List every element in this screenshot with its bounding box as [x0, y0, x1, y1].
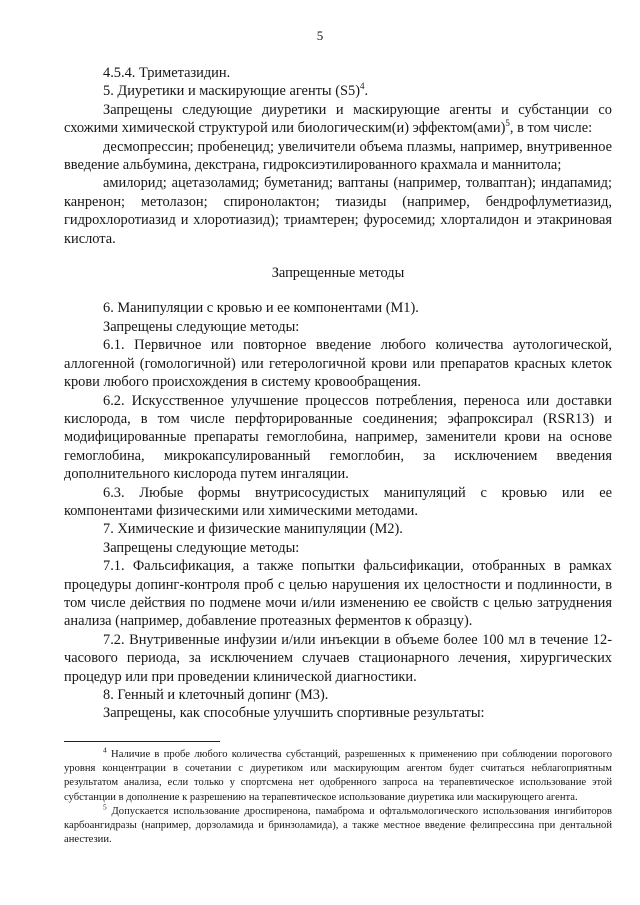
section-5-intro-text: Запрещены следующие диуретики и маскирующие агенты и субстанции со схожими химической структурой или биологическим(и) эффектом(ами)	[64, 101, 612, 137]
section-8-intro: Запрещены, как способные улучшить спортивные результаты:	[103, 705, 485, 722]
section-5-title-text: 5. Диуретики и маскирующие агенты (S5)	[103, 83, 360, 100]
footnote-mark: 5	[103, 802, 107, 812]
footnote-5	[64, 802, 612, 848]
item-6-2: 6.2. Искусственное улучшение процессов потребления, переноса или доставки кислорода, в том числе перфторированные соединения; эфапроксирал (RSR13) и модифицированные препараты гемоглобина, например, заменители крови на основе гемоглобина, микрокапсулированный гемоглобин, за исключением введения дополнительного кислорода путем ингаляции.	[64, 392, 612, 483]
footnote-4	[64, 745, 612, 805]
footnote-text: Наличие в пробе любого количества субстанций, разрешенных к применению при соблюдении порогового уровня концентрации в сочетании с диуретиком или маскирующим агентом будет считаться неблагоприятным результатом анализа, если только у спортсмена нет одобренного запроса на терапевтическое использование этой субстанции в дополнение к разрешению на терапевтическое использование диуретика или маскирующего агента.	[64, 749, 612, 803]
section-7-title: 7. Химические и физические манипуляции (М2).	[103, 521, 403, 538]
page-number: 5	[316, 28, 324, 43]
footnotes	[64, 741, 612, 847]
body-text	[64, 64, 612, 723]
footnote-divider	[64, 741, 220, 742]
item-6-1: 6.1. Первичное или повторное введение любого количества аутологической, аллогенной (гомологичной) или гетерологичной крови или препаратов красных клеток крови любого происхождения в систему кровообращения.	[64, 337, 612, 391]
footnote-ref-5: 5	[505, 118, 510, 129]
section-8-title: 8. Генный и клеточный допинг (М3).	[103, 687, 329, 703]
item-7-1: 7.1. Фальсификация, а также попытки фальсификации, отобранных в рамках процедуры допинг-контроля проб с целью нарушения их целостности и подлинности, в том числе действия по подмене мочи и/или изменению ее свойств с целью затруднения анализа (например, добавление протеазных ферментов к образцу).	[64, 558, 612, 630]
footnote-text: Допускается использование дроспиренона, памаброма и офтальмологического использования ингибиторов карбоангидразы (например, дорзоламида и бринзоламида), а также местное введение фелипрессина при дентальной анестезии.	[64, 805, 612, 846]
footnote-mark: 4	[103, 745, 107, 755]
diuretics-list-2: амилорид; ацетазоламид; буметанид; ваптаны (например, толваптан); индапамид; канренон; метолазон; спиронолактон; тиазиды (например, бендрофлуметиазид, гидрохлоротиазид и хлоротиазид); триамтерен; фуросемид; хлорталидон и этакриновая кислота.	[64, 175, 612, 247]
section-5-intro	[64, 101, 612, 138]
section-6-intro: Запрещены следующие методы:	[103, 318, 300, 335]
section-6-title: 6. Манипуляции с кровью и ее компонентами (М1).	[103, 300, 419, 317]
item-4-5-4: 4.5.4. Триметазидин.	[103, 65, 231, 81]
footnote-ref-4: 4	[360, 81, 365, 92]
item-7-2: 7.2. Внутривенные инфузии и/или инъекции в объеме более 100 мл в течение 12-часового периода, за исключением случаев стационарного лечения, хирургических процедур или при проведении клинической диагностики.	[64, 631, 612, 685]
section-5-intro-end: , в том числе:	[509, 120, 593, 137]
item-6-3: 6.3. Любые формы внутрисосудистых манипуляций с кровью или ее компонентами физическими или химическими методами.	[64, 484, 612, 519]
section-5-title	[64, 82, 612, 100]
section-heading: Запрещенные методы	[271, 265, 405, 282]
diuretics-list-1: десмопрессин; пробенецид; увеличители объема плазмы, например, внутривенное введение альбумина, декстрана, гидроксиэтилированного крахмала и маннитола;	[64, 138, 612, 174]
section-7-intro: Запрещены следующие методы:	[103, 539, 300, 556]
section-5-title-end: .	[364, 83, 369, 100]
